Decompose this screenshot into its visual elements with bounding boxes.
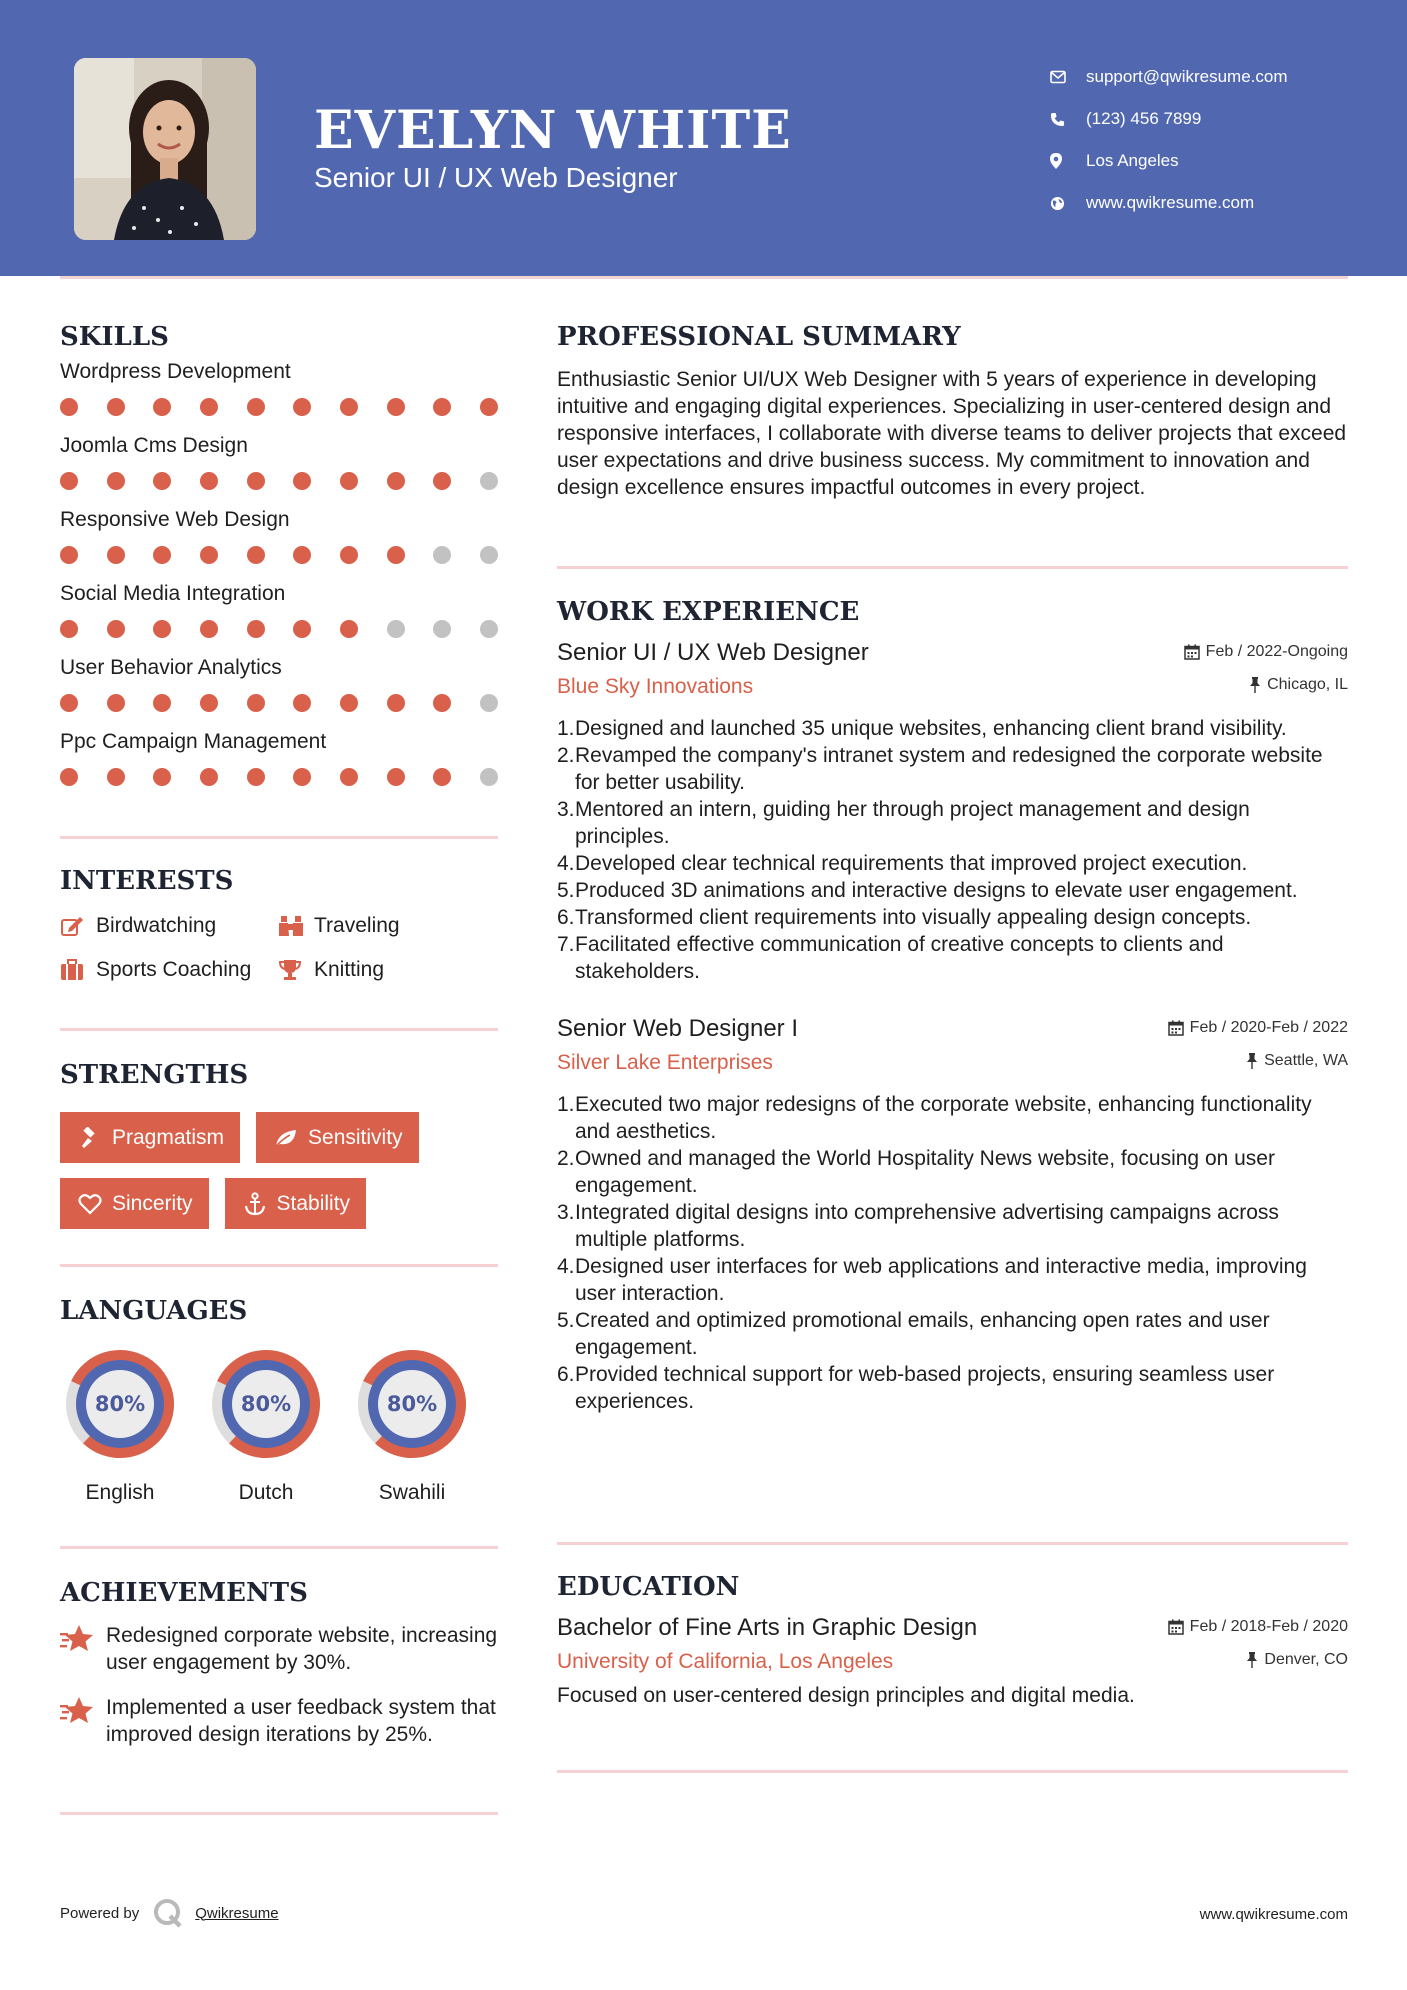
education-description: Focused on user-centered design principles and digital media. — [557, 1684, 1135, 1707]
rating-dot — [153, 472, 171, 490]
skill-name: Wordpress Development — [60, 360, 291, 383]
skill-name: Ppc Campaign Management — [60, 730, 327, 753]
rating-dot — [340, 620, 358, 638]
skill-rating — [60, 390, 498, 434]
job-bullet: 7. Facilitated effective communication of creative concepts to clients and stakeholders. — [557, 933, 1224, 983]
strengths-title: STRENGTHS — [60, 1060, 249, 1090]
rating-dot — [340, 472, 358, 490]
pushpin-icon — [1246, 1652, 1258, 1668]
interest-item — [278, 912, 498, 940]
interest-label: Traveling — [314, 914, 400, 937]
job-dates-text: Feb / 2020-Feb / 2022 — [1189, 1019, 1348, 1036]
rating-dot — [247, 620, 265, 638]
rating-dot — [480, 768, 498, 786]
language-item — [206, 1344, 326, 1505]
section-divider — [60, 1028, 498, 1031]
rating-dot — [200, 472, 218, 490]
calendar-icon — [1168, 1619, 1184, 1635]
contact-phone[interactable] — [1050, 98, 1380, 140]
section-divider — [60, 1264, 498, 1267]
strength-label: Sensitivity — [308, 1125, 403, 1149]
interest-label: Sports Coaching — [96, 958, 252, 981]
education-dates-text: Feb / 2018-Feb / 2020 — [1189, 1618, 1348, 1635]
rating-dot — [387, 768, 405, 786]
rating-dot — [433, 768, 451, 786]
interests-section — [60, 866, 498, 984]
skills-section — [60, 322, 498, 804]
job-bullet: 1. Designed and launched 35 unique websites, enhancing client brand visibility. — [557, 717, 1287, 740]
rating-dot — [107, 620, 125, 638]
section-divider — [60, 1546, 498, 1549]
rating-dot — [340, 694, 358, 712]
experience-title: WORK EXPERIENCE — [557, 597, 860, 627]
rating-dot — [480, 620, 498, 638]
rating-dot — [340, 398, 358, 416]
job-dates — [1184, 643, 1348, 661]
contact-website[interactable] — [1050, 182, 1380, 224]
rating-dot — [107, 398, 125, 416]
language-percent: 80% — [94, 1392, 146, 1416]
strength-badge — [256, 1112, 419, 1163]
interest-item — [278, 956, 498, 984]
rating-dot — [387, 694, 405, 712]
rating-dot — [480, 398, 498, 416]
job-dates — [1168, 1019, 1348, 1037]
envelope-icon — [1050, 70, 1086, 84]
globe-icon — [1050, 196, 1086, 211]
rating-dot — [60, 768, 78, 786]
rating-dot — [153, 768, 171, 786]
job-bullets — [557, 715, 1348, 985]
achievement-text: Redesigned corporate website, increasing user engagement by 30%. — [106, 1624, 498, 1674]
job-bullet: 3. Mentored an intern, guiding her through project management and design principles. — [557, 798, 1250, 848]
job-role: Senior UI / UX Web Designer — [557, 639, 869, 666]
rating-dot — [60, 472, 78, 490]
achievements-section — [60, 1578, 498, 1748]
summary-text: Enthusiastic Senior UI/UX Web Designer with 5 years of experience in developing intuitive and engaging digital experiences. Specializing in user-centered design and responsive interfaces, I collaborate with diverse teams to deliver projects that exceed user expectations and drive business success. My commitment to innovation and design excellence ensures impactful outcomes in every project. — [557, 368, 1347, 499]
calendar-icon — [1168, 1020, 1184, 1036]
candidate-title: Senior UI / UX Web Designer — [314, 162, 678, 193]
section-divider — [557, 1770, 1348, 1773]
binoculars-icon — [278, 915, 314, 937]
education-location-text: Denver, CO — [1264, 1651, 1348, 1668]
job-bullet: 4. Designed user interfaces for web applications and interactive media, improving user interaction. — [557, 1255, 1307, 1305]
language-item — [60, 1344, 180, 1505]
footer-powered-by — [60, 1898, 279, 1928]
interest-label: Birdwatching — [96, 914, 217, 937]
powered-by-text: Powered by — [60, 1904, 140, 1922]
profile-photo — [74, 58, 256, 240]
interest-item — [60, 956, 278, 984]
job-role: Senior Web Designer I — [557, 1015, 799, 1042]
header-divider — [60, 276, 1348, 279]
rating-dot — [107, 472, 125, 490]
rating-dot — [387, 620, 405, 638]
anchor-icon — [237, 1192, 273, 1216]
job-location — [1249, 676, 1348, 694]
section-divider — [557, 566, 1348, 569]
job-bullet: 5. Created and optimized promotional emails, enhancing open rates and user engagement. — [557, 1309, 1270, 1359]
rating-dot — [60, 694, 78, 712]
rating-dot — [60, 398, 78, 416]
education-degree: Bachelor of Fine Arts in Graphic Design — [557, 1614, 978, 1641]
job-company: Silver Lake Enterprises — [557, 1051, 773, 1074]
star-icon — [60, 1694, 106, 1729]
contact-list — [1050, 56, 1380, 224]
section-divider — [60, 836, 498, 839]
rating-dot — [340, 768, 358, 786]
job-location — [1246, 1052, 1348, 1070]
rating-dot — [340, 546, 358, 564]
skill-rating — [60, 538, 498, 582]
language-name: Dutch — [238, 1481, 294, 1504]
rating-dot — [433, 620, 451, 638]
language-ring — [352, 1344, 472, 1464]
leaf-icon — [268, 1128, 304, 1148]
contact-phone-text: (123) 456 7899 — [1086, 109, 1202, 128]
job-bullet: 6. Provided technical support for web-based projects, ensuring seamless user experiences. — [557, 1363, 1275, 1413]
language-name: Swahili — [378, 1481, 446, 1504]
rating-dot — [387, 546, 405, 564]
rating-dot — [293, 620, 311, 638]
skill-name: User Behavior Analytics — [60, 656, 282, 679]
map-pin-icon — [1050, 153, 1086, 169]
rating-dot — [153, 398, 171, 416]
skill-rating — [60, 464, 498, 508]
rating-dot — [200, 546, 218, 564]
interests-grid — [60, 912, 498, 984]
briefcase-icon — [60, 959, 96, 981]
rating-dot — [247, 546, 265, 564]
job-entry — [557, 1015, 1348, 1415]
summary-title: PROFESSIONAL SUMMARY — [557, 322, 961, 352]
phone-icon — [1050, 112, 1086, 127]
achievements-title: ACHIEVEMENTS — [60, 1578, 308, 1608]
rating-dot — [107, 546, 125, 564]
education-section — [557, 1572, 1348, 1709]
education-location — [1246, 1651, 1348, 1669]
rating-dot — [480, 472, 498, 490]
pushpin-icon — [1249, 677, 1261, 693]
language-name: English — [85, 1481, 155, 1504]
rating-dot — [387, 472, 405, 490]
job-bullet: 1. Executed two major redesigns of the corporate website, enhancing functionality and aesthetics. — [557, 1093, 1312, 1143]
star-icon — [60, 1622, 106, 1657]
footer-website[interactable]: www.qwikresume.com — [1199, 1906, 1348, 1923]
strength-label: Pragmatism — [112, 1125, 225, 1149]
job-bullets — [557, 1091, 1348, 1415]
skill-rating — [60, 612, 498, 656]
achievement-item — [60, 1622, 498, 1676]
rating-dot — [153, 620, 171, 638]
language-item — [352, 1344, 472, 1505]
rating-dot — [247, 472, 265, 490]
job-bullet: 4. Developed clear technical requirements that improved project execution. — [557, 852, 1248, 875]
language-percent: 80% — [240, 1392, 292, 1416]
experience-section — [557, 597, 1348, 1415]
rating-dot — [200, 620, 218, 638]
education-dates — [1168, 1618, 1348, 1636]
rating-dot — [293, 472, 311, 490]
rating-dot — [247, 398, 265, 416]
strength-badge — [60, 1112, 240, 1163]
skill-rating — [60, 760, 498, 804]
rating-dot — [60, 620, 78, 638]
languages-title: LANGUAGES — [60, 1296, 248, 1326]
rating-dot — [293, 694, 311, 712]
rating-dot — [200, 398, 218, 416]
language-ring — [60, 1344, 180, 1464]
interest-item — [60, 912, 278, 940]
skills-list — [60, 360, 498, 804]
job-bullet: 5. Produced 3D animations and interactive designs to elevate user engagement. — [557, 879, 1298, 902]
skills-title: SKILLS — [60, 322, 169, 352]
rating-dot — [433, 694, 451, 712]
rating-dot — [247, 694, 265, 712]
job-location-text: Chicago, IL — [1267, 676, 1348, 693]
languages-section — [60, 1296, 498, 1505]
job-bullet: 2. Revamped the company's intranet system and redesigned the corporate website for better usability. — [557, 744, 1323, 794]
skill-rating — [60, 686, 498, 730]
skill-name: Social Media Integration — [60, 582, 286, 605]
skill-name: Responsive Web Design — [60, 508, 290, 531]
contact-email-text: support@qwikresume.com — [1086, 67, 1288, 86]
language-list — [60, 1344, 498, 1505]
rating-dot — [153, 546, 171, 564]
interest-label: Knitting — [314, 958, 385, 981]
education-title: EDUCATION — [557, 1572, 740, 1602]
section-divider — [60, 1812, 498, 1815]
rating-dot — [433, 472, 451, 490]
strength-label: Sincerity — [112, 1191, 193, 1215]
job-bullet: 6. Transformed client requirements into visually appealing design concepts. — [557, 906, 1252, 929]
trophy-icon — [278, 959, 314, 981]
rating-dot — [433, 546, 451, 564]
contact-location-text: Los Angeles — [1086, 151, 1179, 170]
rating-dot — [153, 694, 171, 712]
qwikresume-logo-icon — [153, 1898, 183, 1928]
rating-dot — [480, 694, 498, 712]
language-ring — [206, 1344, 326, 1464]
rating-dot — [60, 546, 78, 564]
calendar-icon — [1184, 644, 1200, 660]
contact-website-text: www.qwikresume.com — [1086, 193, 1255, 212]
job-company: Blue Sky Innovations — [557, 675, 754, 698]
pushpin-icon — [1246, 1053, 1258, 1069]
rating-dot — [247, 768, 265, 786]
achievement-text: Implemented a user feedback system that improved design iterations by 25%. — [106, 1696, 496, 1746]
rating-dot — [293, 768, 311, 786]
candidate-name: EVELYN WHITE — [314, 100, 792, 161]
pencil-square-icon — [60, 915, 96, 937]
strength-badge — [225, 1178, 367, 1229]
job-entry — [557, 639, 1348, 985]
skill-name: Joomla Cms Design — [60, 434, 248, 457]
qwikresume-link[interactable]: Qwikresume — [195, 1904, 279, 1922]
strength-badges — [60, 1112, 498, 1229]
strengths-section — [60, 1060, 498, 1244]
language-percent: 80% — [386, 1392, 438, 1416]
gavel-icon — [72, 1127, 108, 1149]
rating-dot — [480, 546, 498, 564]
rating-dot — [387, 398, 405, 416]
job-bullet: 2. Owned and managed the World Hospitality News website, focusing on user engagement. — [557, 1147, 1275, 1197]
summary-section — [557, 322, 1348, 501]
strength-label: Stability — [276, 1191, 351, 1215]
strength-badge — [60, 1178, 209, 1229]
achievement-item — [60, 1694, 498, 1748]
rating-dot — [107, 768, 125, 786]
rating-dot — [107, 694, 125, 712]
heart-icon — [72, 1193, 108, 1215]
contact-email[interactable] — [1050, 56, 1380, 98]
rating-dot — [200, 768, 218, 786]
resume-header — [0, 0, 1407, 276]
job-dates-text: Feb / 2022-Ongoing — [1205, 643, 1348, 660]
education-school: University of California, Los Angeles — [557, 1650, 894, 1673]
rating-dot — [293, 546, 311, 564]
rating-dot — [433, 398, 451, 416]
rating-dot — [200, 694, 218, 712]
interests-title: INTERESTS — [60, 866, 234, 896]
section-divider — [557, 1542, 1348, 1545]
rating-dot — [293, 398, 311, 416]
job-bullet: 3. Integrated digital designs into comprehensive advertising campaigns across multiple platforms. — [557, 1201, 1279, 1251]
contact-location — [1050, 140, 1380, 182]
job-location-text: Seattle, WA — [1264, 1052, 1348, 1069]
